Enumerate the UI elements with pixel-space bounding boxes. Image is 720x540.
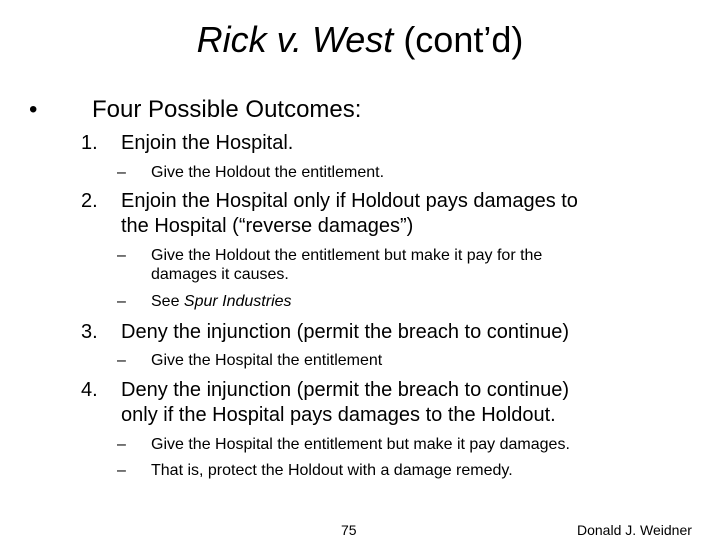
outcome-3-line-1: Deny the injunction (permit the breach to continue) [121,321,570,343]
outcome-1-line-1: Enjoin the Hospital. [121,132,294,154]
slide-title [0,18,720,62]
outcome-1-number: 1. [81,132,98,154]
outcome-4-subpoint-1: Give the Hospital the entitlement but make it pay damages. [151,436,570,453]
title-suffix: (cont’d) [393,19,524,60]
outcome-2-subpoint-2 [151,292,292,312]
bullet-icon: • [29,96,38,123]
dash-icon: – [117,247,126,264]
outcome-4-subpoint-2: That is, protect the Holdout with a damage remedy. [151,462,513,479]
footer-author: Donald J. Weidner [577,522,692,538]
dash-icon: – [117,436,126,453]
case-citation: Spur Industries [183,293,292,310]
outcome-1-subpoint-1: Give the Holdout the entitlement. [151,164,385,181]
outcome-4-line-1: Deny the injunction (permit the breach to continue) [121,379,570,401]
outcome-4-line-2: only if the Hospital pays damages to the Holdout. [121,404,556,426]
outcome-2-number: 2. [81,190,98,212]
dash-icon: – [117,462,126,479]
dash-icon: – [117,293,126,310]
outcome-2-line-2: the Hospital (“reverse damages”) [121,215,414,237]
outcome-3-number: 3. [81,321,98,343]
outcome-4-number: 4. [81,379,98,401]
dash-icon: – [117,164,126,181]
page-number: 75 [341,522,357,538]
outcome-2-subpoint-1-line-2: damages it causes. [151,266,289,283]
see-signal: See [151,293,184,310]
title-case-name: Rick v. West [196,19,394,60]
outcome-2-line-1: Enjoin the Hospital only if Holdout pays damages to [121,190,578,212]
main-point: Four Possible Outcomes: [92,96,362,123]
outcome-2-subpoint-1-line-1: Give the Holdout the entitlement but make it pay for the [151,247,543,264]
dash-icon: – [117,352,126,369]
outcome-3-subpoint-1: Give the Hospital the entitlement [151,352,383,369]
